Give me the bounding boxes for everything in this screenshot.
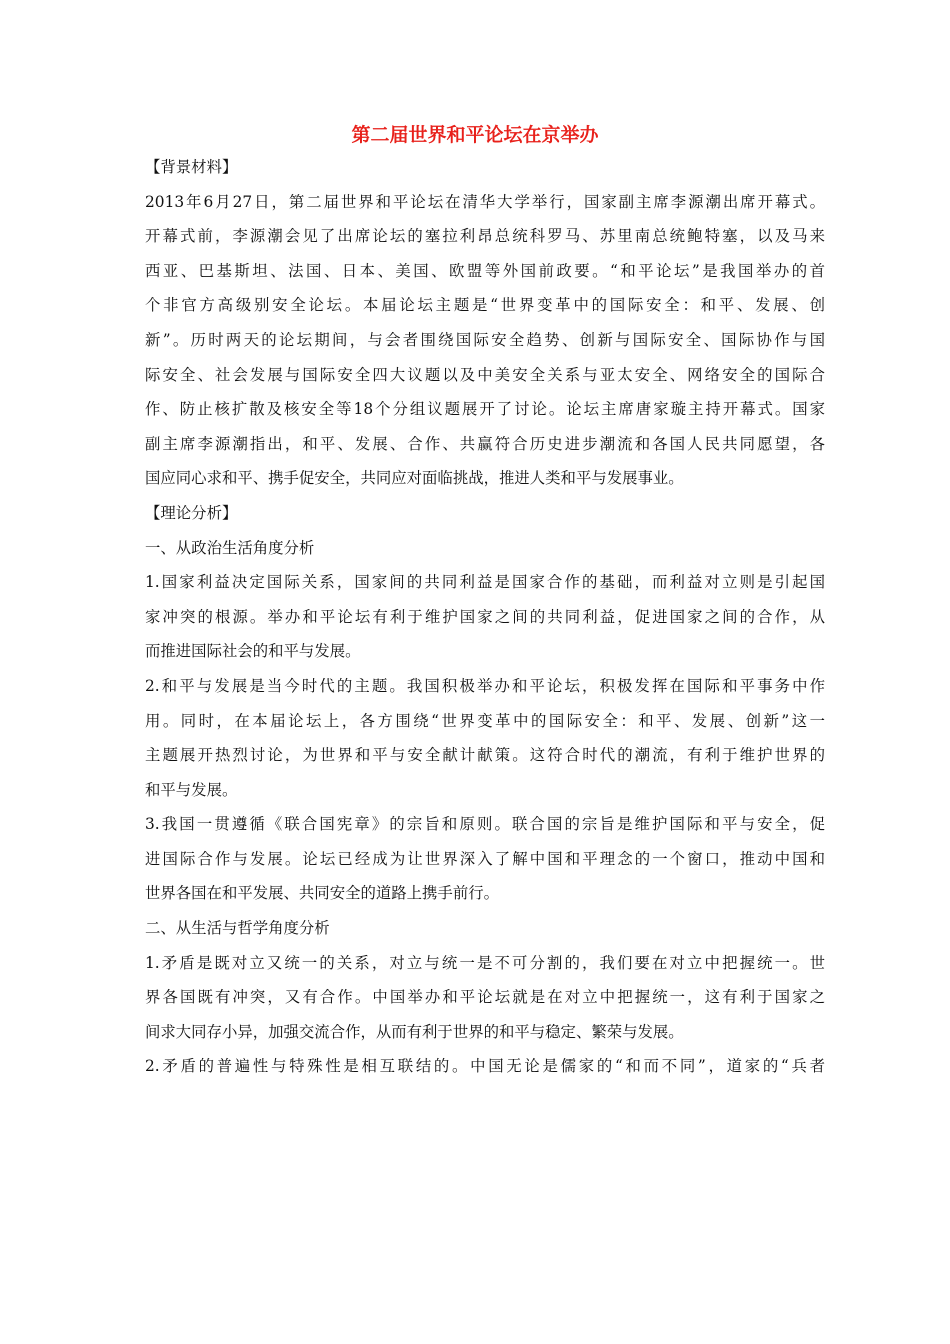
paragraph-line: 用。同时，在本届论坛上，各方围绕“世界变革中的国际安全：和平、发展、创新”这一 <box>145 711 825 730</box>
paragraph-line: 而推进国际社会的和平与发展。 <box>145 642 361 661</box>
paragraph-line: 家冲突的根源。举办和平论坛有利于维护国家之间的共同利益，促进国家之间的合作，从 <box>145 607 825 626</box>
subsection-heading: 二、从生活与哲学角度分析 <box>145 919 330 938</box>
paragraph-line: 西亚、巴基斯坦、法国、日本、美国、欧盟等外国前政要。“和平论坛”是我国举办的首 <box>145 261 825 280</box>
section-heading-background: 【背景材料】 <box>145 158 238 176</box>
paragraph-line: 际安全、社会发展与国际安全四大议题以及中美安全关系与亚太安全、网络安全的国际合 <box>145 365 825 384</box>
paragraph-line: 进国际合作与发展。论坛已经成为让世界深入了解中国和平理念的一个窗口，推动中国和 <box>145 849 825 868</box>
paragraph-line: 2.矛盾的普遍性与特殊性是相互联结的。中国无论是儒家的“和而不同”，道家的“兵者 <box>145 1057 825 1076</box>
paragraph-line: 副主席李源潮指出，和平、发展、合作、共赢符合历史进步潮流和各国人民共同愿望，各 <box>145 434 825 453</box>
paragraph-line: 开幕式前，李源潮会见了出席论坛的塞拉利昂总统科罗马、苏里南总统鲍特塞，以及马来 <box>145 227 825 246</box>
paragraph-line: 1.矛盾是既对立又统一的关系，对立与统一是不可分割的，我们要在对立中把握统一。世 <box>145 953 825 972</box>
paragraph-line: 新”。历时两天的论坛期间，与会者围绕国际安全趋势、创新与国际安全、国际协作与国 <box>145 330 825 349</box>
paragraph-line: 1.国家利益决定国际关系，国家间的共同利益是国家合作的基础，而利益对立则是引起国 <box>145 573 825 592</box>
paragraph-line: 和平与发展。 <box>145 780 238 799</box>
paragraph-line: 世界各国在和平发展、共同安全的道路上携手前行。 <box>145 884 499 903</box>
paragraph-line: 2.和平与发展是当今时代的主题。我国积极举办和平论坛，积极发挥在国际和平事务中作 <box>145 676 825 695</box>
paragraph-line: 界各国既有冲突，又有合作。中国举办和平论坛就是在对立中把握统一，这有利于国家之 <box>145 988 825 1007</box>
paragraph-line: 主题展开热烈讨论，为世界和平与安全献计献策。这符合时代的潮流，有利于维护世界的 <box>145 746 825 765</box>
paragraph-line: 个非官方高级别安全论坛。本届论坛主题是“世界变革中的国际安全：和平、发展、创 <box>145 296 825 315</box>
document-title: 第二届世界和平论坛在京举办 <box>351 124 599 146</box>
paragraph-line: 3.我国一贯遵循《联合国宪章》的宗旨和原则。联合国的宗旨是维护国际和平与安全，促 <box>145 815 825 834</box>
document-body <box>145 150 825 1084</box>
paragraph-line: 作、防止核扩散及核安全等18个分组议题展开了讨论。论坛主席唐家璇主持开幕式。国家 <box>145 400 825 419</box>
paragraph-line: 2013年6月27日，第二届世界和平论坛在清华大学举行，国家副主席李源潮出席开幕式。 <box>145 192 825 211</box>
paragraph-line: 国应同心求和平、携手促安全，共同应对面临挑战，推进人类和平与发展事业。 <box>145 469 684 488</box>
paragraph-line: 间求大同存小异，加强交流合作，从而有利于世界的和平与稳定、繁荣与发展。 <box>145 1022 684 1041</box>
section-heading-analysis: 【理论分析】 <box>145 503 238 522</box>
subsection-heading: 一、从政治生活角度分析 <box>145 538 315 557</box>
